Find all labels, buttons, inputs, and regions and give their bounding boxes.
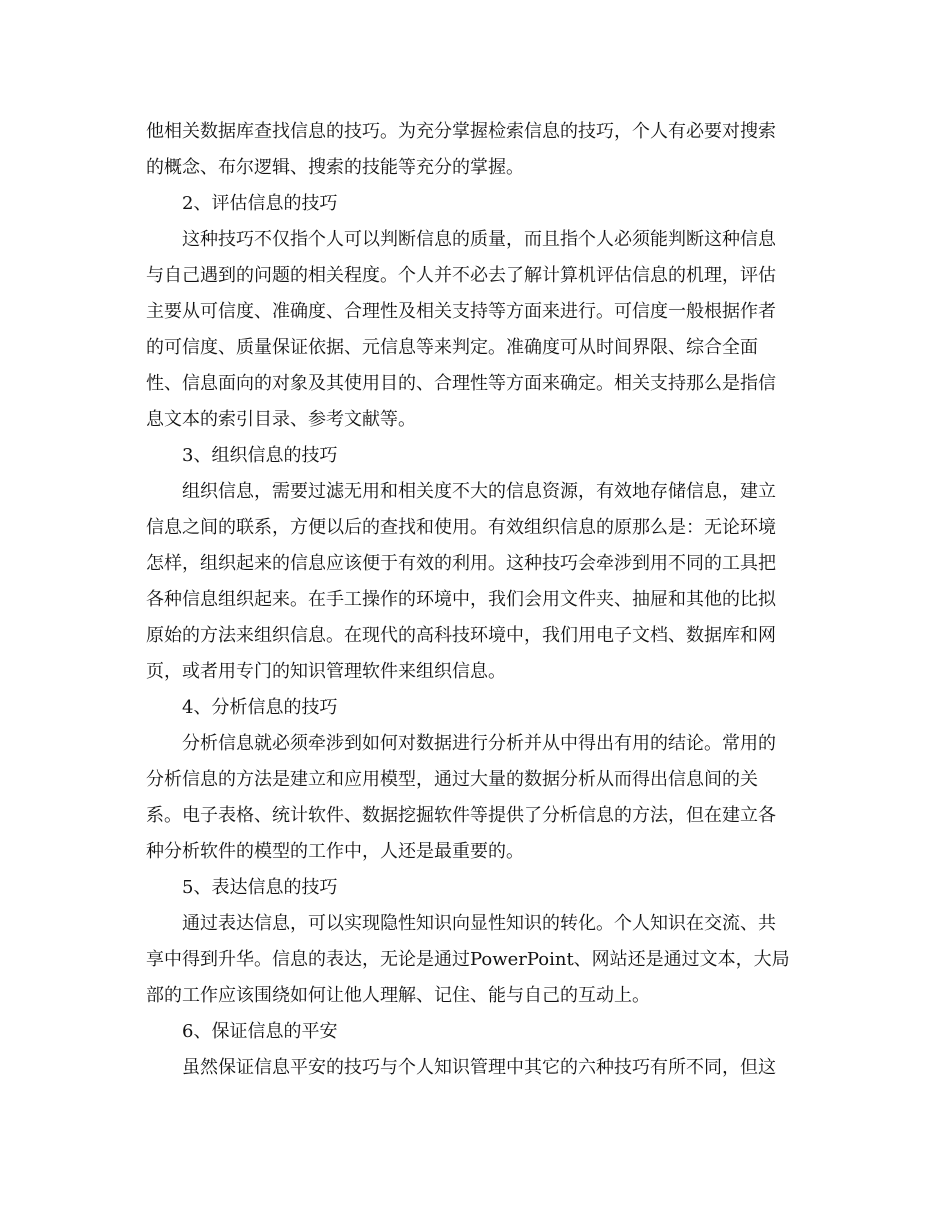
- section-heading: 2、评估信息的技巧: [182, 193, 338, 214]
- body-line: 息文本的索引目录、参考文献等。: [146, 409, 416, 430]
- section-heading: 6、保证信息的平安: [182, 1021, 338, 1042]
- paragraph-start-line: 组织信息，需要过滤无用和相关度不大的信息资源，有效地存储信息，建立: [182, 481, 776, 502]
- body-line: 与自己遇到的问题的相关程度。个人并不必去了解计算机评估信息的机理，评估: [146, 265, 776, 286]
- body-line: 性、信息面向的对象及其使用目的、合理性等方面来确定。相关支持那么是指信: [146, 373, 776, 394]
- body-line: 种分析软件的模型的工作中，人还是最重要的。: [146, 841, 524, 862]
- paragraph-start-line: 分析信息就必须牵涉到如何对数据进行分析并从中得出有用的结论。常用的: [182, 733, 776, 754]
- body-line: 的概念、布尔逻辑、搜索的技能等充分的掌握。: [146, 157, 524, 178]
- body-line: 主要从可信度、准确度、合理性及相关支持等方面来进行。可信度一般根据作者: [146, 301, 776, 322]
- document-body: [146, 114, 806, 1086]
- section-heading: 4、分析信息的技巧: [182, 697, 338, 718]
- body-line: 分析信息的方法是建立和应用模型，通过大量的数据分析从而得出信息间的关: [146, 769, 758, 790]
- section-heading: 5、表达信息的技巧: [182, 877, 338, 898]
- body-line: 怎样，组织起来的信息应该便于有效的利用。这种技巧会牵涉到用不同的工具把: [146, 553, 776, 574]
- body-line: 各种信息组织起来。在手工操作的环境中，我们会用文件夹、抽屉和其他的比拟: [146, 589, 776, 610]
- body-line: 部的工作应该围绕如何让他人理解、记住、能与自己的互动上。: [146, 985, 650, 1006]
- section-heading: 3、组织信息的技巧: [182, 445, 338, 466]
- body-line: 系。电子表格、统计软件、数据挖掘软件等提供了分析信息的方法，但在建立各: [146, 805, 776, 826]
- body-line: 他相关数据库查找信息的技巧。为充分掌握检索信息的技巧，个人有必要对搜索: [146, 121, 776, 142]
- paragraph-start-line: 通过表达信息，可以实现隐性知识向显性知识的转化。个人知识在交流、共: [182, 913, 776, 934]
- body-line: 页，或者用专门的知识管理软件来组织信息。: [146, 661, 506, 682]
- paragraph-start-line: 虽然保证信息平安的技巧与个人知识管理中其它的六种技巧有所不同，但这: [182, 1057, 776, 1078]
- body-line: 原始的方法来组织信息。在现代的高科技环境中，我们用电子文档、数据库和网: [146, 625, 776, 646]
- body-line: 的可信度、质量保证依据、元信息等来判定。准确度可从时间界限、综合全面: [146, 337, 758, 358]
- paragraph-start-line: 这种技巧不仅指个人可以判断信息的质量，而且指个人必须能判断这种信息: [182, 229, 776, 250]
- body-line: 享中得到升华。信息的表达，无论是通过PowerPoint、网站还是通过文本，大局: [146, 949, 790, 970]
- body-line: 信息之间的联系，方便以后的查找和使用。有效组织信息的原那么是：无论环境: [146, 517, 776, 538]
